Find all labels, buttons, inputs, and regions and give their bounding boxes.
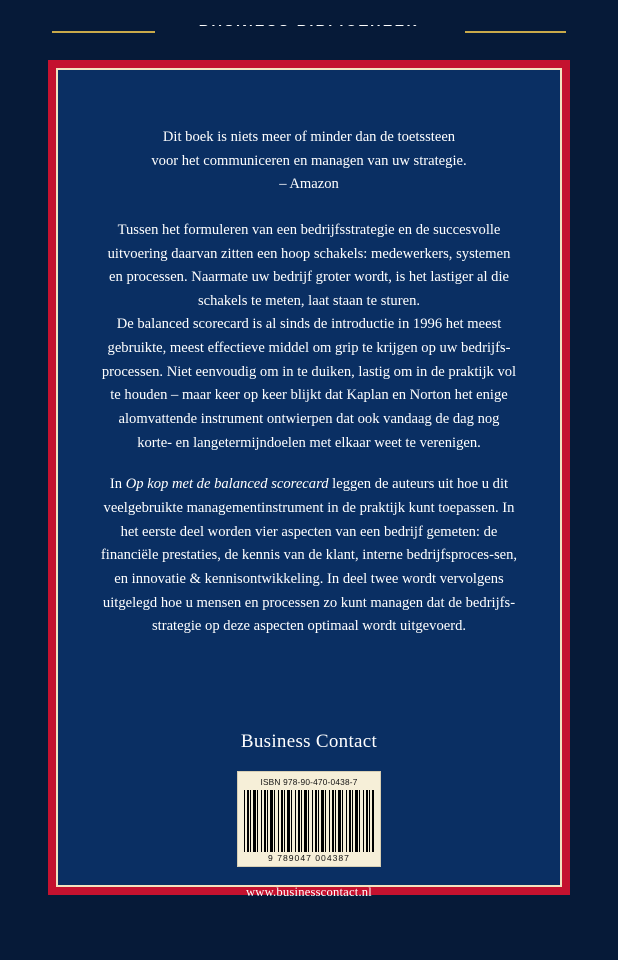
barcode-digits: 9 789047 004387 bbox=[268, 852, 350, 863]
paragraph-spacer bbox=[100, 455, 518, 473]
publisher-website: www.businesscontact.nl bbox=[245, 884, 372, 899]
quote-line-2: voor het communiceren en managen van uw strategie. bbox=[151, 152, 467, 169]
cover-blue-panel bbox=[58, 70, 560, 899]
paragraph-3-post: leggen de auteurs uit hoe u dit veelgebruikte managementinstrument in de praktijk kunt toepassen. In het eerste deel worden vier aspecten van een bedrijf gemeten: de financiële prestaties, de kennis van de klant, interne bedrijfsproces-sen, en innovatie & kennisontwikkeling. In deel twee wordt vervolgens uitgelegd hoe u mensen en processen zo kunt managen dat de bedrijfs-strategie op deze aspecten optimaal wordt uitgevoerd. bbox=[100, 476, 518, 635]
imprint-header bbox=[0, 0, 618, 62]
blurb-body bbox=[100, 219, 518, 639]
blurb-paragraph-3 bbox=[100, 473, 518, 638]
cover-cream-frame bbox=[56, 68, 562, 899]
barcode-bars bbox=[244, 790, 374, 852]
quote-line-1: Dit boek is niets meer of minder dan de toetssteen bbox=[162, 129, 456, 145]
quote-attribution: – Amazon bbox=[279, 176, 339, 193]
book-title-italic: Op kop met de balanced scorecard bbox=[125, 476, 329, 493]
paragraph-3-pre: In bbox=[109, 476, 126, 493]
blurb-paragraph-1: Tussen het formuleren van een bedrijfsstrategie en de succesvolle uitvoering daarvan zitten een hoop schakels: medewerkers, systemen en processen. Naarmate uw bedrijf groter wordt, is het lastiger al die schakels te meten, laat staan te sturen. bbox=[107, 221, 511, 309]
review-quote bbox=[110, 126, 508, 197]
publisher-name: Business Contact bbox=[240, 730, 378, 752]
blurb-paragraph-2: De balanced scorecard is al sinds de introductie in 1996 het meest gebruikte, meest effectieve middel om grip te krijgen op uw bedrijfs-processen. Niet eenvoudig om in te duiken, lastig om in de praktijk vol te houden – maar keer op keer blijkt dat Kaplan en Norton het enige alomvattende instrument ontwierpen dat ook vandaag de dag nog korte- en langetermijndoelen met elkaar weet te verenigen. bbox=[101, 316, 517, 451]
header-rule-mask bbox=[155, 26, 465, 40]
cover-red-frame bbox=[48, 60, 570, 899]
isbn-label: ISBN 978-90-470-0438-7 bbox=[260, 776, 358, 787]
barcode bbox=[237, 771, 381, 867]
